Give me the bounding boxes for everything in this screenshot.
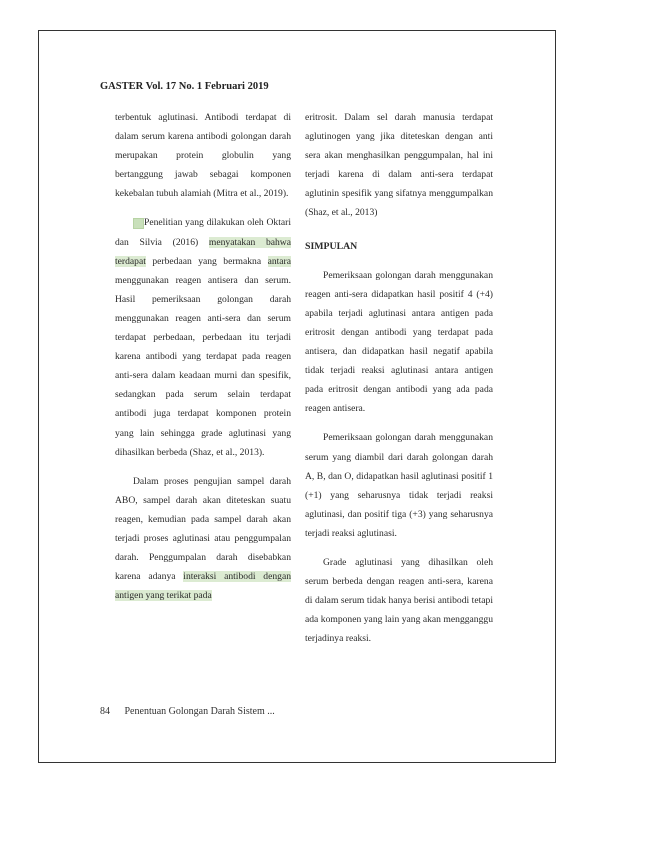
page-footer xyxy=(100,706,275,717)
left-column xyxy=(115,108,291,605)
paragraph-4: eritrosit. Dalam sel darah manusia terdapat aglutinogen yang jika diteteskan dengan anti sera akan menghasilkan penggumpalan, hal ini terjadi karena di dalam anti-sera terdapat aglutinin spesifik yang sifatnya menggumpalkan (Shaz, et al., 2013) xyxy=(305,112,493,219)
paragraph-3: Dalam proses pengujian sampel darah ABO, sampel darah akan diteteskan suatu reagen, kemudian pada sampel darah akan terjadi proses aglutinasi atau penggumpalan darah. Penggumpalan darah disebabkan karena adanya interaksi antibodi dengan antigen yang terikat pada xyxy=(115,475,292,602)
annotation-marker[interactable] xyxy=(133,218,144,229)
paragraph-5: Pemeriksaan golongan darah menggunakan reagen anti-sera didapatkan hasil positif 4 (+4) apabila terjadi aglutinasi antara antigen pada eritrosit dengan antibodi yang terdapat pada antisera, dan didapatkan hasil negatif apabila tidak terjadi reaksi aglutinasi antara antigen pada eritrosit dengan antibodi yang ada pada reagen antisera. xyxy=(305,269,493,415)
right-column xyxy=(305,108,493,648)
journal-header: GASTER Vol. 17 No. 1 Februari 2019 xyxy=(100,81,269,92)
running-title: Penentuan Golongan Darah Sistem ... xyxy=(124,706,275,717)
paragraph-7: Grade aglutinasi yang dihasilkan oleh serum berbeda dengan reagen anti-sera, karena di dalam serum tidak hanya berisi antibodi tetapi ada komponen yang lain yang akan mengganggu terjadinya reaksi. xyxy=(305,556,493,645)
paragraph-1: terbentuk aglutinasi. Antibodi terdapat di dalam serum karena antibodi golongan darah merupakan protein globulin yang bertanggung jawab sebagai komponen kekebalan tubuh alamiah (Mitra et al., 2019). xyxy=(115,112,291,200)
highlight: interaksi antibodi dengan antigen yang terikat pada xyxy=(115,571,292,602)
highlight: menyatakan bahwa terdapat xyxy=(115,236,291,267)
highlight: antara xyxy=(267,255,291,267)
section-title: SIMPULAN xyxy=(305,240,358,252)
paragraph-2: Penelitian yang dilakukan oleh Oktari dan Silvia (2016) menyatakan bahwa terdapat perbedaan yang bermakna antara menggunakan reagen antisera dan serum. Hasil pemeriksaan golongan darah menggunakan reagen anti-sera dan serum terdapat perbedaan, perbedaan itu terjadi karena antibodi yang terdapat pada reagen anti-sera dalam keadaan murni dan spesifik, sedangkan pada serum selain terdapat antibodi juga terdapat komponen protein yang lain sehingga grade aglutinasi yang dihasilkan berbeda (Shaz, et al., 2013). xyxy=(115,217,291,458)
paragraph-6: Pemeriksaan golongan darah menggunakan serum yang diambil dari darah golongan darah A, B, dan O, didapatkan hasil aglutinasi positif 1 (+1) yang seharusnya tidak terjadi reaksi aglutinasi, dan positif tiga (+3) yang seharusnya terjadi reaksi aglutinasi. xyxy=(305,432,493,539)
page-number: 84 xyxy=(100,706,110,717)
